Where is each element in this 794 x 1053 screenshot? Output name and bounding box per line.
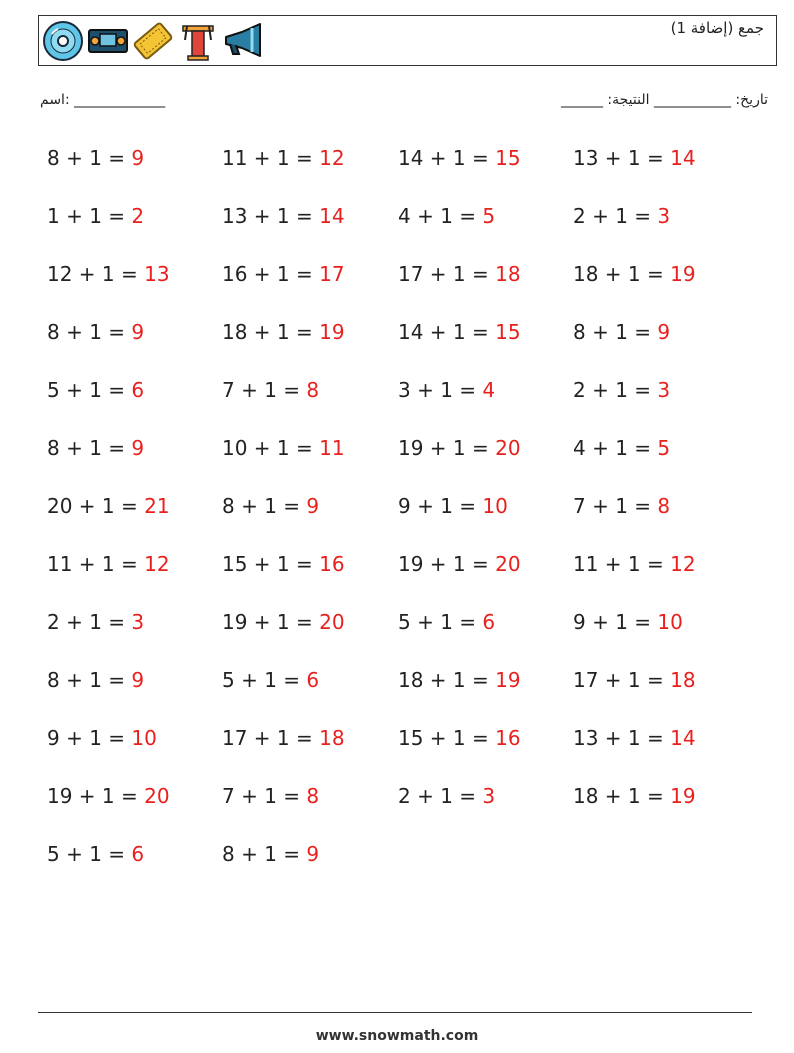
problem-answer: 9 <box>131 668 145 692</box>
vhs-tape-icon <box>87 20 129 62</box>
problem-item <box>222 204 345 228</box>
problem-answer: 19 <box>670 784 696 808</box>
problem-item <box>573 262 696 286</box>
problem-answer: 9 <box>131 320 145 344</box>
problem-question: 19 + 1 = <box>398 436 496 460</box>
problem-question: 3 + 1 = <box>398 378 483 402</box>
problem-answer: 8 <box>657 494 671 518</box>
problem-question: 18 + 1 = <box>398 668 496 692</box>
problem-item <box>222 262 345 286</box>
problem-question: 13 + 1 = <box>573 726 671 750</box>
problem-answer: 10 <box>482 494 508 518</box>
problem-answer: 6 <box>306 668 320 692</box>
problem-answer: 20 <box>144 784 170 808</box>
problem-item <box>573 668 696 692</box>
problem-item <box>398 552 521 576</box>
problem-item <box>573 378 670 402</box>
problem-question: 14 + 1 = <box>398 320 496 344</box>
problem-item <box>222 378 319 402</box>
problem-answer: 16 <box>495 726 521 750</box>
problem-question: 7 + 1 = <box>222 784 307 808</box>
problem-item <box>398 784 495 808</box>
problem-question: 16 + 1 = <box>222 262 320 286</box>
problem-question: 13 + 1 = <box>222 204 320 228</box>
problem-item <box>222 320 345 344</box>
problem-answer: 17 <box>319 262 345 286</box>
problem-answer: 10 <box>657 610 683 634</box>
problem-item <box>398 436 521 460</box>
problem-answer: 14 <box>670 146 696 170</box>
problem-question: 4 + 1 = <box>573 436 658 460</box>
problem-item <box>47 378 144 402</box>
problem-item <box>398 378 495 402</box>
problem-answer: 6 <box>131 842 145 866</box>
problem-answer: 21 <box>144 494 170 518</box>
header-box <box>38 15 777 66</box>
problem-item <box>398 320 521 344</box>
problem-item <box>398 494 508 518</box>
problem-answer: 19 <box>670 262 696 286</box>
problem-question: 11 + 1 = <box>222 146 320 170</box>
problem-item <box>398 262 521 286</box>
problem-answer: 19 <box>495 668 521 692</box>
problem-answer: 6 <box>482 610 496 634</box>
worksheet-title: جمع (إضافة 1) <box>670 19 764 37</box>
problem-answer: 20 <box>495 552 521 576</box>
date-score-label: ______ :تاريخ: ___________ النتيجة <box>560 92 768 108</box>
problem-question: 8 + 1 = <box>47 668 132 692</box>
problem-question: 2 + 1 = <box>398 784 483 808</box>
problem-item <box>47 726 157 750</box>
problem-question: 9 + 1 = <box>573 610 658 634</box>
problem-answer: 3 <box>482 784 496 808</box>
problem-question: 15 + 1 = <box>222 552 320 576</box>
problem-answer: 10 <box>131 726 157 750</box>
problem-item <box>573 436 670 460</box>
problem-question: 11 + 1 = <box>573 552 671 576</box>
problem-answer: 15 <box>495 146 521 170</box>
problem-answer: 3 <box>657 378 671 402</box>
icon-strip <box>42 20 264 62</box>
problem-answer: 18 <box>319 726 345 750</box>
problem-question: 10 + 1 = <box>222 436 320 460</box>
problem-question: 1 + 1 = <box>47 204 132 228</box>
problem-answer: 3 <box>131 610 145 634</box>
problem-item <box>573 494 670 518</box>
problem-item <box>573 146 696 170</box>
problem-question: 17 + 1 = <box>222 726 320 750</box>
problem-item <box>222 668 319 692</box>
problem-question: 5 + 1 = <box>47 378 132 402</box>
problem-answer: 8 <box>306 378 320 402</box>
problem-item <box>222 726 345 750</box>
problem-answer: 2 <box>131 204 145 228</box>
problem-item <box>222 494 319 518</box>
problem-question: 9 + 1 = <box>47 726 132 750</box>
problem-answer: 9 <box>657 320 671 344</box>
problem-answer: 8 <box>306 784 320 808</box>
problem-answer: 18 <box>495 262 521 286</box>
problem-question: 7 + 1 = <box>222 378 307 402</box>
problem-answer: 20 <box>495 436 521 460</box>
problem-answer: 9 <box>306 494 320 518</box>
footer-divider <box>38 1012 752 1013</box>
problem-item <box>573 610 683 634</box>
problem-answer: 18 <box>670 668 696 692</box>
problem-item <box>222 146 345 170</box>
problem-item <box>398 146 521 170</box>
footer-url: www.snowmath.com <box>315 1028 479 1044</box>
problem-question: 5 + 1 = <box>47 842 132 866</box>
problem-answer: 6 <box>131 378 145 402</box>
problem-answer: 4 <box>482 378 496 402</box>
problem-question: 12 + 1 = <box>47 262 145 286</box>
problem-item <box>47 204 144 228</box>
problem-question: 8 + 1 = <box>47 436 132 460</box>
name-field-label: اسم: _____________ <box>40 92 166 108</box>
cd-icon <box>42 20 84 62</box>
problem-question: 18 + 1 = <box>573 784 671 808</box>
problem-question: 8 + 1 = <box>47 320 132 344</box>
problem-question: 19 + 1 = <box>47 784 145 808</box>
award-podium-icon <box>177 20 219 62</box>
problem-question: 5 + 1 = <box>222 668 307 692</box>
problem-question: 4 + 1 = <box>398 204 483 228</box>
problem-item <box>47 842 144 866</box>
problem-question: 7 + 1 = <box>573 494 658 518</box>
problem-answer: 19 <box>319 320 345 344</box>
problem-question: 8 + 1 = <box>222 842 307 866</box>
problem-question: 5 + 1 = <box>398 610 483 634</box>
problem-item <box>573 784 696 808</box>
problem-question: 15 + 1 = <box>398 726 496 750</box>
problem-item <box>222 552 345 576</box>
problem-item <box>47 494 170 518</box>
problem-question: 18 + 1 = <box>573 262 671 286</box>
problem-item <box>222 842 319 866</box>
problem-item <box>222 784 319 808</box>
problem-item <box>398 726 521 750</box>
problem-answer: 14 <box>319 204 345 228</box>
problem-item <box>222 436 345 460</box>
problem-answer: 3 <box>657 204 671 228</box>
problem-question: 2 + 1 = <box>47 610 132 634</box>
problem-question: 17 + 1 = <box>398 262 496 286</box>
problem-item <box>47 784 170 808</box>
problem-question: 8 + 1 = <box>573 320 658 344</box>
problem-item <box>47 610 144 634</box>
problem-question: 11 + 1 = <box>47 552 145 576</box>
problem-item <box>573 204 670 228</box>
problem-question: 20 + 1 = <box>47 494 145 518</box>
problem-item <box>47 668 144 692</box>
problem-item <box>47 262 170 286</box>
problem-item <box>47 146 144 170</box>
problem-question: 2 + 1 = <box>573 204 658 228</box>
problem-question: 14 + 1 = <box>398 146 496 170</box>
problem-answer: 9 <box>131 436 145 460</box>
problem-question: 8 + 1 = <box>47 146 132 170</box>
problem-item <box>573 320 670 344</box>
problem-question: 18 + 1 = <box>222 320 320 344</box>
problem-item <box>222 610 345 634</box>
problem-answer: 20 <box>319 610 345 634</box>
problem-item <box>398 668 521 692</box>
problem-item <box>47 320 144 344</box>
problem-item <box>398 610 495 634</box>
problem-answer: 12 <box>144 552 170 576</box>
problem-question: 19 + 1 = <box>398 552 496 576</box>
problem-answer: 12 <box>670 552 696 576</box>
problem-item <box>47 552 170 576</box>
problem-answer: 9 <box>131 146 145 170</box>
problem-question: 17 + 1 = <box>573 668 671 692</box>
problem-answer: 14 <box>670 726 696 750</box>
problem-question: 2 + 1 = <box>573 378 658 402</box>
problem-question: 19 + 1 = <box>222 610 320 634</box>
problem-item <box>398 204 495 228</box>
problem-question: 9 + 1 = <box>398 494 483 518</box>
problem-answer: 13 <box>144 262 170 286</box>
problem-answer: 12 <box>319 146 345 170</box>
problem-item <box>573 552 696 576</box>
problem-answer: 5 <box>482 204 496 228</box>
problem-answer: 16 <box>319 552 345 576</box>
problem-answer: 15 <box>495 320 521 344</box>
problem-question: 13 + 1 = <box>573 146 671 170</box>
problem-answer: 5 <box>657 436 671 460</box>
problem-question: 8 + 1 = <box>222 494 307 518</box>
cinema-ticket-icon <box>132 20 174 62</box>
megaphone-icon <box>222 20 264 62</box>
problem-item <box>47 436 144 460</box>
problem-answer: 9 <box>306 842 320 866</box>
problem-answer: 11 <box>319 436 345 460</box>
problem-item <box>573 726 696 750</box>
